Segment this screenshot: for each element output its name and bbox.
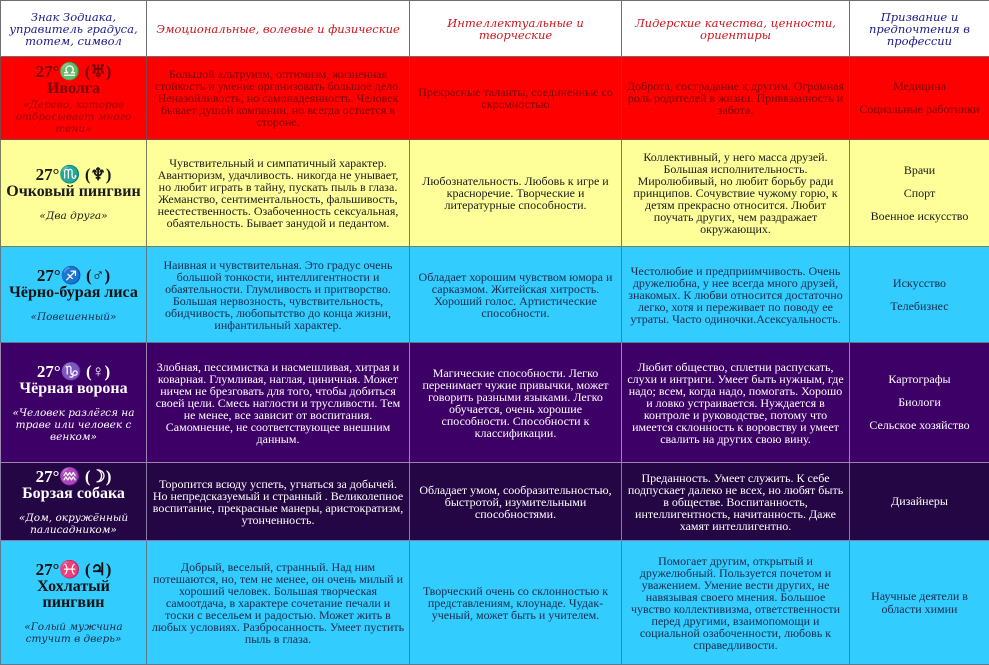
sign-cell <box>1 463 147 541</box>
emotional-cell: Большой альтруизм, оптимизм, жизненная стойкость и умение организовать большое дело. Неназойливость, но самонадеянность. Человек бывает душой компании, но всегда остается в стороне. <box>147 57 410 140</box>
leadership-cell: Любит общество, сплетни распускать, слухи и интриги. Умеет быть нужным, где надо; всем, когда надо, помогать. Хорошо и ловко устраивается. Нуждается в контроле и руководстве, потому что имеется склонность к воровству и умеет свалить на других свою вину. <box>622 343 850 463</box>
header-profession: Призвание и предпочтения в профессии <box>850 1 989 57</box>
totem-name: Иволга <box>5 81 142 97</box>
profession-item: Биологи <box>854 396 985 409</box>
table-row <box>1 343 989 463</box>
totem-name: Чёрная ворона <box>5 381 142 397</box>
header-row <box>1 1 989 57</box>
header-leadership: Лидерские качества, ценности, ориентиры <box>622 1 850 57</box>
intellectual-cell: Любознательность. Любовь к игре и красноречие. Творческие и литературные способности. <box>410 140 622 247</box>
totem-name: Хохлатый пингвин <box>5 579 142 611</box>
emotional-cell: Наивная и чувствительная. Это градус очень большой тонкости, интеллигентности и обаятельности. Глумливость и притворство. Большая нервозность, чувствительность, обидчивость, любопытство до конца жизни, инфантильный характер. <box>147 247 410 343</box>
table-row <box>1 247 989 343</box>
profession-cell <box>850 463 989 541</box>
emotional-cell: Чувствительный и симпатичный характер. Авантюризм, удачливость. никогда не унывает, но любит играть в тайну, пускать пыль в глаза. Жеманство, сентиментальность, фальшивость, неестественность. Озабоченность сексуальная, обаятельность. Бывает занудой и педантом. <box>147 140 410 247</box>
profession-cell <box>850 541 989 665</box>
leadership-cell: Коллективный, у него масса друзей. Большая исполнительность. Миролюбивый, но любит борьбу ради принципов. Сочувствие чужому горю, к детям прекрасно относится. Любит поучать других, чем раздражает окружающих. <box>622 140 850 247</box>
table-row <box>1 463 989 541</box>
profession-item: Телебизнес <box>854 300 985 313</box>
profession-item: Военное искусство <box>854 210 985 223</box>
degree-aquarius: 27°♒ (☽) <box>36 467 112 486</box>
header-emotional: Эмоциональные, волевые и физические <box>147 1 410 57</box>
profession-item: Дизайнеры <box>854 495 985 508</box>
symbol-text: «Голый мужчина стучит в дверь» <box>5 621 142 645</box>
intellectual-cell: Обладает умом, сообразительностью, быстротой, изумительными способностями. <box>410 463 622 541</box>
intellectual-cell: Творческий очень со склонностью к представлениям, клоунаде. Чудак-ученый, может быть и учителем. <box>410 541 622 665</box>
header-intellectual: Интеллектуальные и творческие <box>410 1 622 57</box>
profession-item: Сельское хозяйство <box>854 419 985 432</box>
profession-item: Социальные работники <box>854 103 985 116</box>
sign-cell <box>1 247 147 343</box>
totem-name: Борзая собака <box>5 486 142 502</box>
emotional-cell: Добрый, веселый, странный. Над ним потешаются, но, тем не менее, он очень милый и хороший человек. Большая творческая самоотдача, в характере сочетание печали и тоски с весельем и радостью. Может жить в любых условиях. Разбросанность. Умеет пустить пыль в глаза. <box>147 541 410 665</box>
profession-cell <box>850 57 989 140</box>
profession-item: Медицина <box>854 80 985 93</box>
symbol-text: «Дерево, которое отбрасывает много тени» <box>5 99 142 135</box>
profession-item: Научные деятели в области химии <box>854 590 985 616</box>
header-sign: Знак Зодиака, управитель градуса, тотем, символ <box>1 1 147 57</box>
symbol-text: «Повешенный» <box>5 311 142 323</box>
profession-item: Врачи <box>854 164 985 177</box>
leadership-cell: Честолюбие и предприимчивость. Очень дружелюбна, у нее всегда много друзей, знакомых. К любви относится достаточно легко, хотя и переживает по поводу ее утраты. Часто одиночки.Асексуальность. <box>622 247 850 343</box>
leadership-cell: Помогает другим, открытый и дружелюбный. Пользуется почетом и уважением. Умение вести других, не навязывая своего мнения. Большое чувство коллективизма, ответственности перед другими, взаимопомощи и социальной озабоченности, любовь к справедливости. <box>622 541 850 665</box>
degree-sagittarius: 27°♐ (♂) <box>37 266 110 285</box>
emotional-cell: Злобная, пессимистка и насмешливая, хитрая и коварная. Глумливая, наглая, циничная. Может ничем не брезговать для того, чтобы добиться своей цели. Смесь наглости и трусливости. Тем не менее, все зависит от воспитания. Самомнение, не соответствующее внешним данным. <box>147 343 410 463</box>
profession-item: Искусство <box>854 277 985 290</box>
degree-libra: 27°♎ (♅) <box>36 62 112 81</box>
leadership-cell: Доброта, сострадание к другим. Огромная роль родителей в жизни. Привязанность и забота. <box>622 57 850 140</box>
emotional-cell: Торопится всюду успеть, угнаться за добычей. Но непредсказуемый и странный . Великолепное воспитание, прекрасные манеры, аристократизм, утонченность. <box>147 463 410 541</box>
profession-cell <box>850 247 989 343</box>
sign-cell <box>1 140 147 247</box>
profession-cell <box>850 343 989 463</box>
table-row <box>1 541 989 665</box>
symbol-text: «Дом, окружённый палисадником» <box>5 512 142 536</box>
degree-capricorn: 27°♑ (♀) <box>37 362 110 381</box>
sign-cell <box>1 57 147 140</box>
intellectual-cell: Магические способности. Легко перенимает чужие привычки, может говорить разными языками. Легко обучается, очень хорошие способности. Способности к классификации. <box>410 343 622 463</box>
degree-scorpio: 27°♏ (♆) <box>36 165 112 184</box>
intellectual-cell: Прекрасные таланты, соединенные со скромностью <box>410 57 622 140</box>
totem-name: Чёрно-бурая лиса <box>5 285 142 301</box>
profession-item: Спорт <box>854 187 985 200</box>
leadership-cell: Преданность. Умеет служить. К себе подпускает далеко не всех, но любят быть в обществе. Воспитанность, интеллигентность, начитанность. Даже хамят интеллигентно. <box>622 463 850 541</box>
intellectual-cell: Обладает хорошим чувством юмора и сарказмом. Житейская хитрость. Хороший голос. Артистические способности. <box>410 247 622 343</box>
degree-pisces: 27°♓ (♃) <box>36 560 112 579</box>
sign-cell <box>1 343 147 463</box>
sign-cell <box>1 541 147 665</box>
totem-name: Очковый пингвин <box>5 184 142 200</box>
table-row <box>1 57 989 140</box>
table-row <box>1 140 989 247</box>
profession-item: Картографы <box>854 373 985 386</box>
symbol-text: «Два друга» <box>5 210 142 222</box>
profession-cell <box>850 140 989 247</box>
symbol-text: «Человек разлёгся на траве или человек с венком» <box>5 407 142 443</box>
